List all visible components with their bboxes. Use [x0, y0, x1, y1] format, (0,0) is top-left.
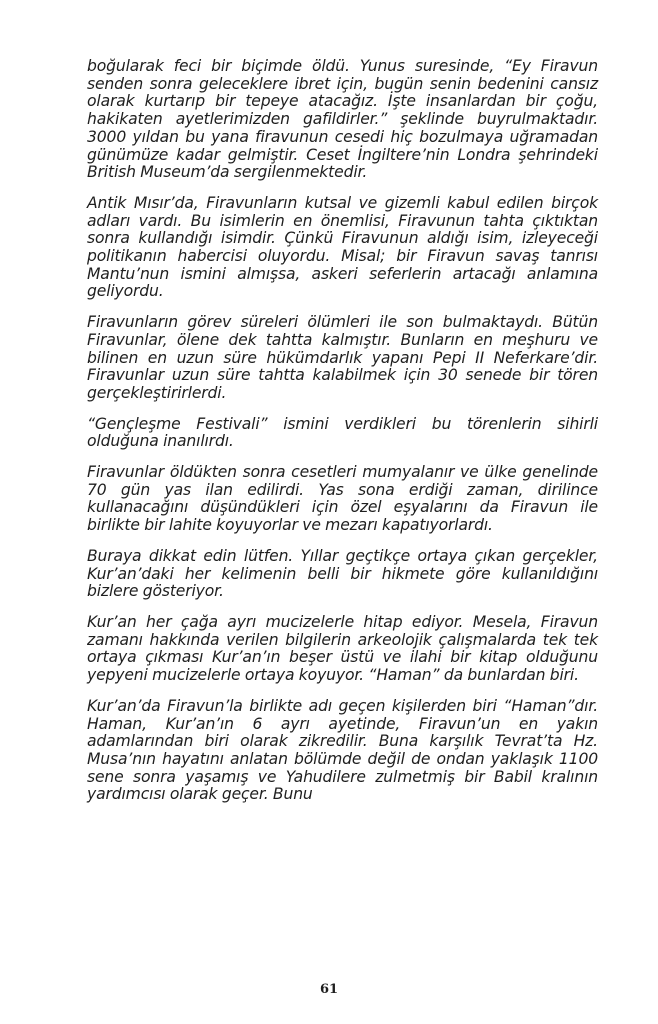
paragraph-8: Kur’an’da Firavun’la birlikte adı geçen kişilerden biri “Haman”dır. Haman, Kur’an’ın 6 ayrı ayetinde, Firavun’un en yakın adamlarından biri olarak zikredilir. Buna karşılık Tevrat’ta Hz. Musa’nın hayatını anlatan bölümde değil de ondan yaklaşık 1100 sene sonra yaşamış ve Yahudilere zulmetmiş bir Babil kralının yardımcısı olarak geçer. Bunu — [87, 696, 598, 804]
page-body — [87, 58, 598, 817]
paragraph-1: boğularak feci bir biçimde öldü. Yunus suresinde, “Ey Firavun senden sonra geleceklere ibret için, bugün senin bedenini cansız olarak kurtarıp bir tepeye atacağız. İşte insanlardan bir çoğu, hakikaten ayetlerimizden gafildirler.” şeklinde buyrulmaktadır. 3000 yıldan bu yana firavunun cesedi hiç bozulmaya uğramadan günümüze kadar gelmiştir. Ceset İngiltere’nin Londra şehrindeki British Museum’da sergilenmektedir. — [87, 57, 598, 182]
paragraph-3: Firavunların görev süreleri ölümleri ile son bulmaktaydı. Bütün Firavunlar, ölene dek tahtta kalmıştır. Bunların en meşhuru ve bilinen en uzun süre hükümdarlık yapanı Pepi II Neferkare’dir. Firavunlar uzun süre tahtta kalabilmek için 30 senede bir tören gerçekleştirirlerdi. — [87, 313, 598, 402]
paragraph-2: Antik Mısır’da, Firavunların kutsal ve gizemli kabul edilen birçok adları vardı. Bu isimlerin en önemlisi, Firavunun tahta çıktıktan sonra kullandığı isimdir. Çünkü Firavunun aldığı isim, izleyeceği politikanın habercisi oluyordu. Misal; bir Firavun savaş tanrısı Mantu’nun ismini almışsa, askeri seferlerin artacağı anlamına geliyordu. — [87, 193, 598, 301]
paragraph-5: Firavunlar öldükten sonra cesetleri mumyalanır ve ülke genelinde 70 gün yas ilan edilirdi. Yas sona erdiği zaman, dirilince kullanacağını düşündükleri için özel eşyalarını da Firavun ile birlikte bir lahite koyuyorlar ve mezarı kapatıyorlardı. — [87, 463, 598, 535]
paragraph-4: “Gençleşme Festivali” ismini verdikleri bu törenlerin sihirli olduğuna inanılırdı. — [87, 414, 598, 451]
paragraph-7: Kur’an her çağa ayrı mucizelerle hitap ediyor. Mesela, Firavun zamanı hakkında verilen bilgilerin arkeolojik çalışmalarda tek tek ortaya çıkması Kur’an’ın beşer üstü ve ilahi bir kitap olduğunu yepyeni mucizelerle ortaya koyuyor. “Haman” da bunlardan biri. — [87, 612, 598, 685]
page-number: 61 — [319, 982, 339, 997]
paragraph-6: Buraya dikkat edin lütfen. Yıllar geçtikçe ortaya çıkan gerçekler, Kur’an’daki her kelimenin belli bir hikmete göre kullanıldığını bizlere gösteriyor. — [87, 546, 598, 601]
